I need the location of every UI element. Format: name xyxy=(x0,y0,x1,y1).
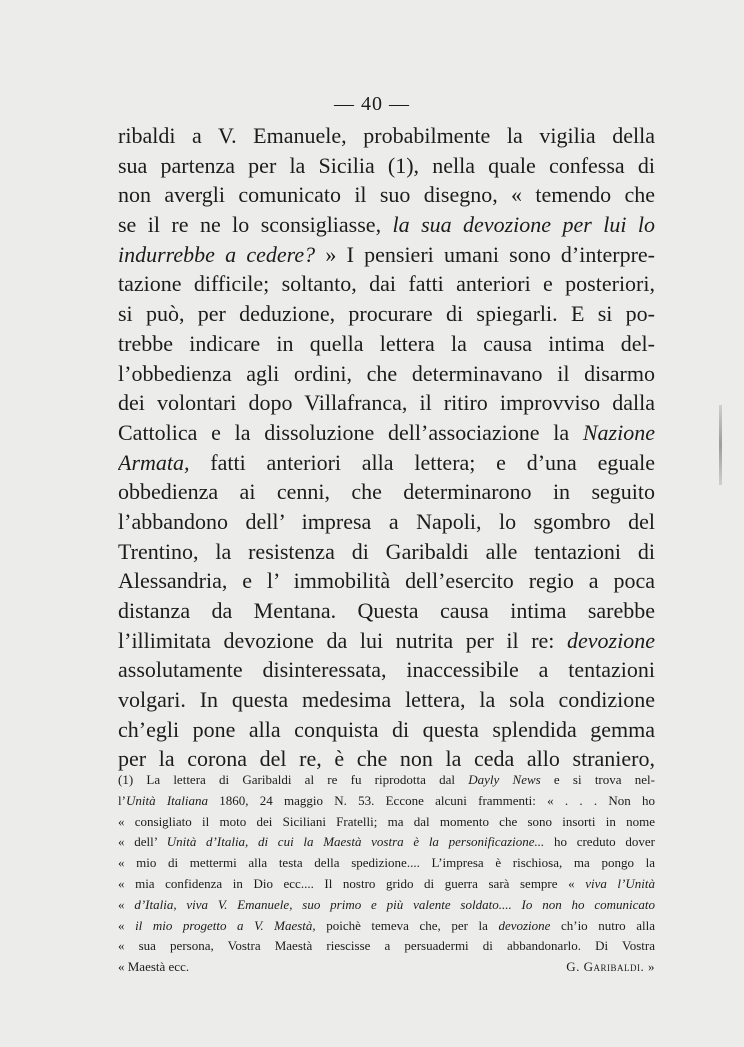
footnote-line-2: l’Unità Italiana 1860, 24 maggio N. 53. Eccone alcuni frammenti: « . . . Non ho xyxy=(118,792,655,808)
text-line-2: sua partenza per la Sicilia (1), nella quale confessa di xyxy=(118,152,655,178)
text-line-18: l’illimitata devozione da lui nutrita per il re: devozione xyxy=(118,627,655,653)
text-line-4: se il re ne lo sconsigliasse, la sua devozione per lui lo xyxy=(118,212,655,238)
text-line-22: per la corona del re, è che non la ceda allo straniero, xyxy=(118,746,655,772)
text-line-12: Armata, fatti anteriori alla lettera; e d’una eguale xyxy=(118,449,655,475)
text-line-5: indurrebbe a cedere? » I pensieri umani sono d’interpre- xyxy=(118,241,655,267)
footnote-line-5: « mio di mettermi alla testa della spedizione.... L’impresa è rischiosa, ma pongo la xyxy=(118,855,655,871)
text-line-15: Trentino, la resistenza di Garibaldi alle tentazioni di xyxy=(118,538,655,564)
footnote-signature-line xyxy=(118,957,655,978)
footnote-closing: « Maestà ecc. xyxy=(118,959,190,975)
text-line-13: obbedienza ai cenni, che determinarono in seguito xyxy=(118,479,655,505)
text-line-3: non avergli comunicato il suo disegno, « temendo che xyxy=(118,182,655,208)
main-text-block xyxy=(118,121,655,774)
text-line-6: tazione difficile; soltanto, dai fatti anteriori e posteriori, xyxy=(118,271,655,297)
page-number: — 40 — xyxy=(334,93,410,115)
footnote-line-7: « d’Italia, viva V. Emanuele, suo primo e più valente soldato.... Io non ho comunicato xyxy=(118,896,655,912)
italic-run: devozione xyxy=(567,627,655,653)
footnote-line-3: « consigliato il moto dei Siciliani Fratelli; ma dal momento che sono insorti in nome xyxy=(118,813,655,829)
italic-run: Dayly News xyxy=(468,772,541,787)
italic-run: indurrebbe a cedere? xyxy=(118,241,316,267)
italic-run: Unità Italiana xyxy=(125,792,208,808)
text-line-10: dei volontari dopo Villafranca, il ritiro improvviso dalla xyxy=(118,390,655,416)
footnote-line-1: (1) La lettera di Garibaldi al re fu riprodotta dal Dayly News e si trova nel- xyxy=(118,772,655,787)
footnote-line-9: « sua persona, Vostra Maestà riescisse a persuadermi di abbandonarlo. Di Vostra xyxy=(118,938,655,954)
footnote-signature: G. Garibaldi. » xyxy=(566,959,655,975)
text-line-7: si può, per deduzione, procurare di spiegarli. E si po- xyxy=(118,301,655,327)
italic-run: d’Italia, viva V. Emanuele, suo primo e più valente soldato.... Io non ho comunicato xyxy=(134,896,655,912)
italic-run: Armata, xyxy=(118,449,190,475)
text-line-17: distanza da Mentana. Questa causa intima sarebbe xyxy=(118,598,655,623)
italic-run: Nazione xyxy=(582,419,655,445)
text-line-8: trebbe indicare in quella lettera la causa intima del- xyxy=(118,330,655,356)
italic-run: Unità d’Italia, di cui la Maestà vostra è la personificazione... xyxy=(166,834,545,850)
italic-run: il mio progetto a V. Maestà, xyxy=(135,917,316,933)
italic-run: la sua devozione per lui lo xyxy=(392,212,655,238)
footnote-line-4: « dell’ Unità d’Italia, di cui la Maestà vostra è la personificazione... ho creduto dover xyxy=(118,834,655,850)
footnote-line-8: « il mio progetto a V. Maestà, poichè temeva che, per la devozione ch’io nutro alla xyxy=(118,917,655,933)
italic-run: devozione xyxy=(498,917,551,933)
text-line-19: assolutamente disinteressata, inaccessibile a tentazioni xyxy=(118,657,655,683)
page-edge-mark xyxy=(719,405,722,485)
text-line-9: l’obbedienza agli ordini, che determinavano il disarmo xyxy=(118,360,655,386)
text-line-11: Cattolica e la dissoluzione dell’associazione la Nazione xyxy=(118,419,655,445)
text-line-14: l’abbandono dell’ impresa a Napoli, lo sgombro del xyxy=(118,508,655,534)
text-line-20: volgari. In questa medesima lettera, la sola condizione xyxy=(118,687,655,713)
footnote-block xyxy=(118,770,655,978)
italic-run: viva l’Unità xyxy=(585,875,655,891)
text-line-21: ch’egli pone alla conquista di questa splendida gemma xyxy=(118,716,655,742)
text-line-1: ribaldi a V. Emanuele, probabilmente la vigilia della xyxy=(118,123,655,148)
footnote-line-6: « mia confidenza in Dio ecc.... Il nostro grido di guerra sarà sempre « viva l’Unità xyxy=(118,875,655,891)
text-line-16: Alessandria, e l’ immobilità dell’esercito regio a poca xyxy=(118,568,655,594)
